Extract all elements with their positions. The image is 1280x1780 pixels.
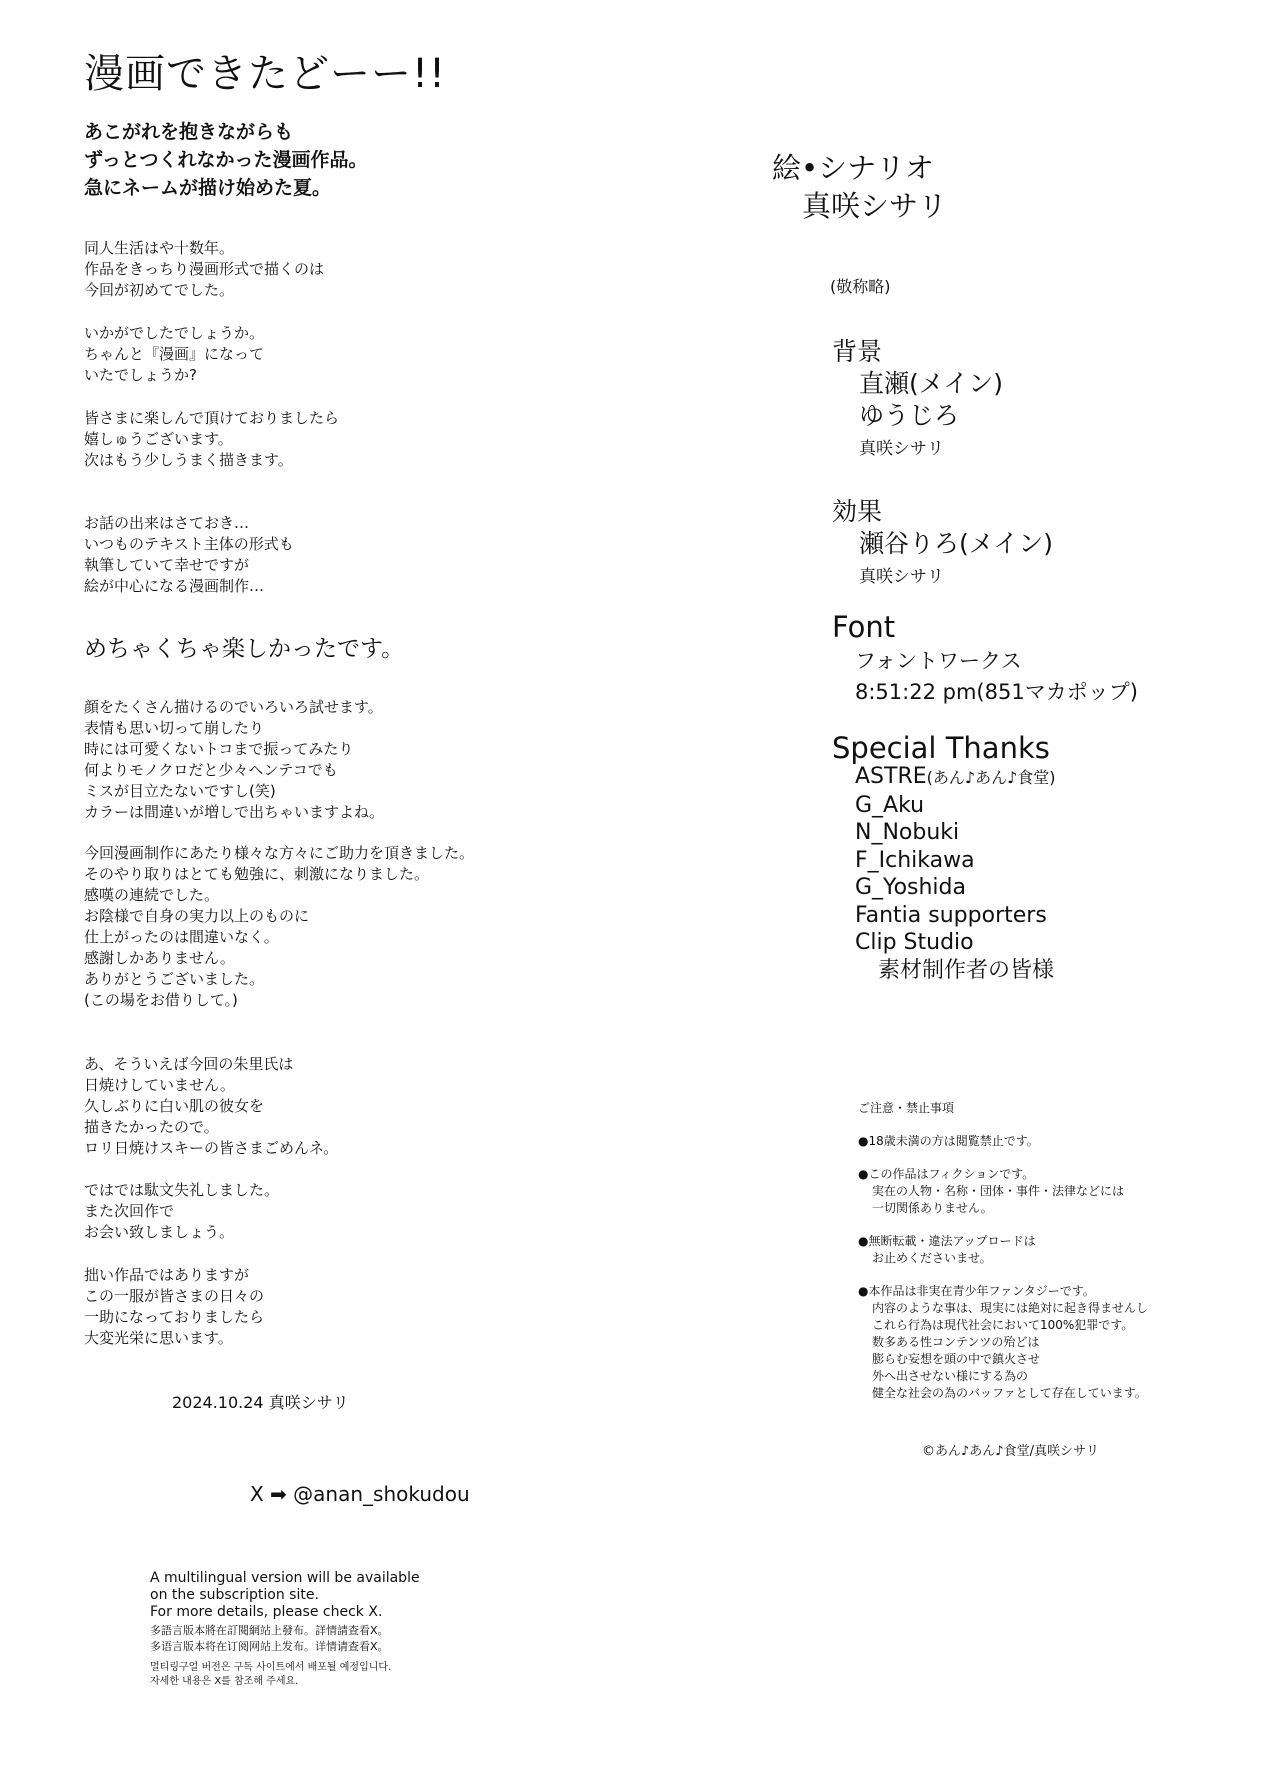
honorific-note: (敬称略) bbox=[830, 277, 891, 296]
text-line: ちゃんと『漫画』になって bbox=[84, 345, 265, 363]
text-line: 感謝しかありません。 bbox=[84, 949, 235, 967]
thanks-item: G_Yoshida bbox=[855, 875, 966, 900]
notice-line: ●本作品は非実在青少年ファンタジーです。 bbox=[858, 1284, 1095, 1298]
text-line: 時には可愛くないトコまで振ってみたり bbox=[84, 740, 354, 758]
text-line: ありがとうございました。 bbox=[84, 970, 265, 988]
highlight-line: めちゃくちゃ楽しかったです。 bbox=[84, 636, 405, 662]
background-credit: 直瀬(メイン) bbox=[859, 369, 1004, 398]
text-line: 何よりモノクロだと少々ヘンテコでも bbox=[84, 761, 338, 779]
text-line: この一服が皆さまの日々の bbox=[84, 1287, 265, 1305]
notice-line: 一切関係ありません。 bbox=[872, 1201, 993, 1215]
notice-line: 数多ある性コンテンツの殆どは bbox=[872, 1335, 1040, 1349]
date-signature: 2024.10.24 真咲シサリ bbox=[172, 1393, 349, 1412]
thanks-list bbox=[855, 763, 1056, 984]
text-line: 表情も思い切って崩したり bbox=[84, 719, 265, 737]
text-line: ロリ日焼けスキーの皆さまごめんネ。 bbox=[84, 1139, 339, 1157]
notice-block bbox=[858, 1100, 1148, 1402]
paragraph bbox=[84, 1180, 279, 1243]
credit-role: 絵•シナリオ bbox=[772, 151, 934, 185]
text-line: 一助になっておりましたら bbox=[84, 1308, 265, 1326]
ko-line: 자세한 내용은 X를 참조해 주세요. bbox=[150, 1676, 299, 1687]
copyright: ©あん♪あん♪食堂/真咲シサリ bbox=[922, 1444, 1099, 1459]
notice-item bbox=[858, 1133, 1148, 1150]
notice-line: 外へ出させない様にする為の bbox=[872, 1369, 1029, 1383]
text-line: 執筆していて幸せですが bbox=[84, 556, 250, 574]
paragraph bbox=[84, 1054, 338, 1159]
text-line: 絵が中心になる漫画制作… bbox=[84, 577, 265, 595]
text-line: 描きたかったので。 bbox=[84, 1118, 219, 1136]
zh-line: 多语言版本将在订阅网站上发布。详情请查看X。 bbox=[150, 1640, 389, 1653]
text-line: カラーは間違いが増しで出ちゃいますよね。 bbox=[84, 803, 385, 821]
background-heading: 背景 bbox=[832, 337, 883, 366]
text-line: 同人生活はや十数年。 bbox=[84, 239, 235, 257]
paragraph bbox=[84, 408, 339, 471]
social-handle: X ➡ @anan_shokudou bbox=[250, 1482, 470, 1506]
lead-line: あこがれを抱きながらも bbox=[84, 121, 294, 143]
background-credit-minor: 真咲シサリ bbox=[859, 439, 944, 459]
thanks-item: G_Aku bbox=[855, 792, 925, 818]
font-credit: フォントワークス bbox=[855, 649, 1022, 673]
thanks-item: Clip Studio bbox=[855, 930, 974, 955]
notice-line: 内容のような事は、現実には絶対に起き得ませんし bbox=[872, 1301, 1149, 1315]
text-line: そのやり取りはとても勉強に、刺激になりました。 bbox=[84, 865, 430, 883]
paragraph bbox=[84, 238, 324, 301]
text-line: 皆さまに楽しんで頂けておりましたら bbox=[84, 409, 340, 427]
multilingual-notice bbox=[150, 1570, 420, 1689]
paragraph bbox=[84, 697, 384, 823]
text-line: 次はもう少しうまく描きます。 bbox=[84, 451, 293, 469]
thanks-suffix: (あん♪あん♪食堂) bbox=[926, 768, 1056, 787]
text-line: 今回が初めてでした。 bbox=[84, 281, 235, 299]
text-line: あ、そういえば今回の朱里氏は bbox=[84, 1055, 294, 1073]
effects-credit: 瀬谷りろ(メイン) bbox=[859, 529, 1054, 558]
text-line: 作品をきっちり漫画形式で描くのは bbox=[84, 260, 325, 278]
text-line: 久しぶりに白い肌の彼女を bbox=[84, 1097, 265, 1115]
lead-text bbox=[84, 118, 367, 202]
notice-item bbox=[858, 1283, 1148, 1402]
en-line: on the subscription site. bbox=[150, 1587, 319, 1603]
notice-line: お止めくださいませ。 bbox=[872, 1251, 992, 1265]
notice-item bbox=[858, 1233, 1148, 1267]
page-title: 漫画できたどーー!! bbox=[84, 51, 447, 97]
notice-line: 実在の人物・名称・団体・事件・法律などには bbox=[872, 1184, 1125, 1198]
en-line: A multilingual version will be available bbox=[150, 1570, 420, 1586]
text-line: ミスが目立たないですし(笑) bbox=[84, 782, 276, 800]
text-line: 顔をたくさん描けるのでいろいろ試せます。 bbox=[84, 698, 383, 716]
text-line: 仕上がったのは間違いなく。 bbox=[84, 928, 279, 946]
notice-line: ●無断転載・違法アップロードは bbox=[858, 1234, 1036, 1248]
background-credit: ゆうじろ bbox=[859, 401, 960, 430]
text-line: (この場をお借りして。) bbox=[84, 991, 238, 1009]
text-line: いかがでしたでしょうか。 bbox=[84, 324, 265, 342]
notice-line: ●この作品はフィクションです。 bbox=[858, 1167, 1035, 1181]
paragraph bbox=[84, 843, 474, 1011]
paragraph bbox=[84, 513, 294, 597]
text-line: 日焼けしていません。 bbox=[84, 1076, 235, 1094]
notice-line: 健全な社会の為のバッファとして存在しています。 bbox=[872, 1386, 1147, 1400]
font-credit: 8:51:22 pm(851マカポップ) bbox=[855, 680, 1138, 704]
text-line: 感嘆の連続でした。 bbox=[84, 886, 220, 904]
lead-line: 急にネームが描け始めた夏。 bbox=[84, 177, 332, 199]
text-line: 嬉しゅうございます。 bbox=[84, 430, 233, 448]
text-line: お話の出来はさておき… bbox=[84, 514, 250, 532]
thanks-item: 素材制作者の皆様 bbox=[878, 957, 1055, 983]
effects-heading: 効果 bbox=[832, 497, 883, 526]
text-line: いたでしょうか? bbox=[84, 366, 197, 384]
ko-line: 멀티링구얼 버전은 구독 사이트에서 배포될 예정입니다. bbox=[150, 1662, 392, 1673]
text-line: お陰様で自身の実力以上のものに bbox=[84, 907, 310, 925]
notice-line: ●18歳未満の方は閲覧禁止です。 bbox=[858, 1134, 1039, 1148]
thanks-item bbox=[855, 763, 1056, 792]
notice-line: 膨らむ妄想を頭の中で鎮火させ bbox=[872, 1352, 1041, 1366]
thanks-item: F_Ichikawa bbox=[855, 847, 975, 873]
thanks-heading: Special Thanks bbox=[832, 731, 1050, 765]
thanks-item: Fantia supporters bbox=[855, 902, 1047, 928]
paragraph bbox=[84, 323, 264, 386]
en-line: For more details, please check X. bbox=[150, 1604, 383, 1620]
effects-credit-minor: 真咲シサリ bbox=[859, 567, 944, 587]
text-line: ではでは駄文失礼しました。 bbox=[84, 1181, 280, 1199]
paragraph bbox=[84, 1265, 264, 1349]
notice-line: これら行為は現代社会において100%犯罪です。 bbox=[872, 1318, 1134, 1332]
notice-item bbox=[858, 1166, 1148, 1217]
zh-line: 多語言版本將在訂閱網站上發布。詳情請查看X。 bbox=[150, 1624, 389, 1637]
notice-heading: ご注意・禁止事項 bbox=[858, 1101, 955, 1115]
text-line: また次回作で bbox=[84, 1202, 175, 1220]
text-line: お会い致しましょう。 bbox=[84, 1223, 235, 1241]
thanks-item: N_Nobuki bbox=[855, 820, 960, 845]
text-line: 今回漫画制作にあたり様々な方々にご助力を頂きました。 bbox=[84, 844, 475, 862]
text-line: 拙い作品ではありますが bbox=[84, 1266, 250, 1284]
text-line: いつものテキスト主体の形式も bbox=[84, 535, 294, 553]
text-line: 大変光栄に思います。 bbox=[84, 1329, 233, 1347]
credit-name: 真咲シサリ bbox=[802, 189, 948, 223]
font-heading: Font bbox=[832, 610, 896, 644]
thanks-name: ASTRE bbox=[855, 764, 927, 789]
lead-line: ずっとつくれなかった漫画作品。 bbox=[84, 149, 368, 171]
